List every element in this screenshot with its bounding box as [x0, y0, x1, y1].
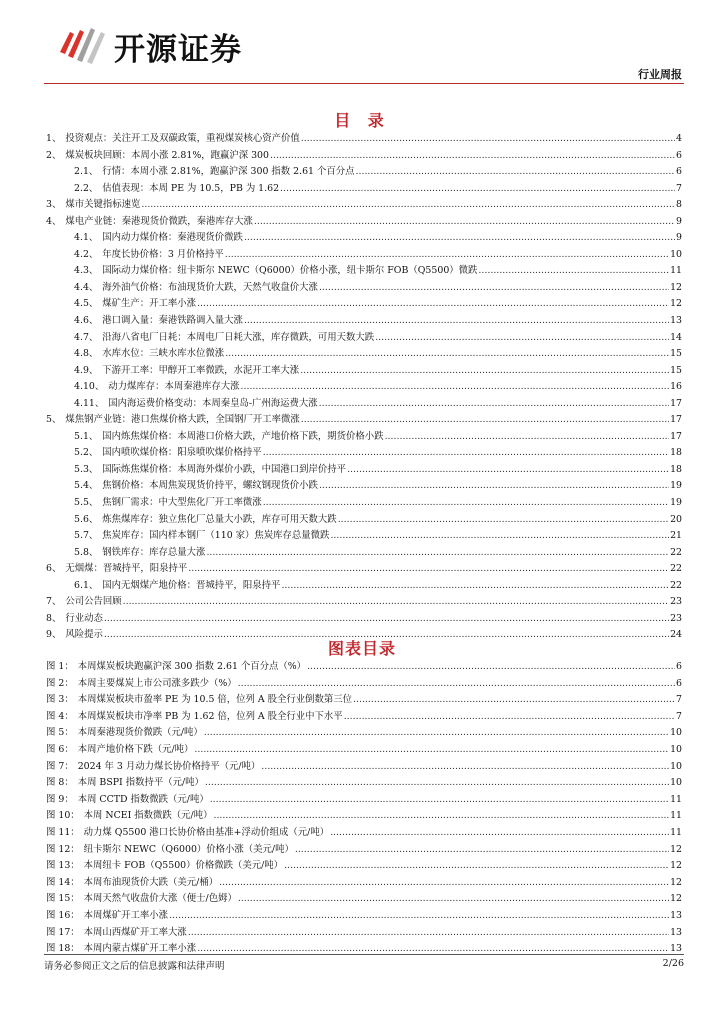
legal-disclaimer: 请务必参阅正文之后的信息披露和法律声明 — [44, 961, 225, 972]
figure-entry-number: 图 6： — [46, 743, 74, 755]
figure-entry-title: 本周产地价格下跌（元/吨） — [77, 743, 194, 755]
page-header — [0, 0, 724, 92]
toc-entry[interactable] — [46, 147, 682, 164]
toc-entry-number: 5.2、 — [74, 447, 99, 459]
figure-entry-number: 图 2： — [46, 677, 74, 689]
dot-leader — [194, 744, 669, 755]
toc-entry[interactable] — [46, 544, 682, 561]
toc-entry[interactable] — [46, 246, 682, 263]
toc-entry-page: 17 — [670, 430, 682, 442]
dot-leader — [307, 661, 675, 672]
toc-entry-page: 22 — [670, 563, 682, 575]
toc-entry-page: 13 — [670, 315, 682, 327]
figure-entry[interactable] — [46, 924, 682, 941]
figure-entry[interactable] — [46, 741, 682, 758]
dot-leader — [238, 893, 669, 904]
figure-entry-title: 本周纽卡 FOB（Q5500）价格微跌（美元/吨） — [83, 860, 284, 872]
toc-entry-number: 5.1、 — [74, 430, 99, 442]
dot-leader — [281, 580, 669, 591]
toc-entry-title: 国内无烟煤产地价格：晋城持平，阳泉持平 — [102, 579, 281, 591]
toc-entry[interactable] — [46, 362, 682, 379]
dot-leader — [169, 910, 669, 921]
toc-entry[interactable] — [46, 577, 682, 594]
toc-entry-number: 4.3、 — [74, 265, 99, 277]
toc-entry[interactable] — [46, 444, 682, 461]
dot-leader — [319, 282, 669, 293]
toc-entry[interactable] — [46, 262, 682, 279]
figure-entry[interactable] — [46, 824, 682, 841]
figure-entry-number: 图 17： — [46, 926, 80, 938]
dot-leader — [319, 398, 669, 409]
toc-entry-number: 4.7、 — [74, 331, 99, 343]
figure-entry[interactable] — [46, 807, 682, 824]
toc-entry-title: 煤市关键指标速览 — [65, 199, 141, 211]
toc-entry[interactable] — [46, 511, 682, 528]
footer-divider — [44, 954, 684, 955]
figure-entry[interactable] — [46, 857, 682, 874]
dot-leader — [244, 315, 669, 326]
figure-entry-page: 13 — [670, 926, 682, 938]
figure-entry[interactable] — [46, 841, 682, 858]
toc-entry-number: 1、 — [46, 133, 62, 144]
dot-leader — [301, 133, 675, 144]
figure-entry-number: 图 14： — [46, 876, 80, 888]
toc-entry-title: 投资观点：关注开工及双碳政策，重视煤炭核心资产价值 — [65, 133, 300, 144]
toc-entry-number: 5.6、 — [74, 513, 99, 525]
figure-entry-page: 10 — [670, 760, 682, 772]
dot-leader — [319, 480, 669, 491]
figure-entry-number: 图 5： — [46, 727, 74, 739]
figure-entry-title: 本周山西煤矿开工率大涨 — [83, 926, 187, 938]
toc-entry[interactable] — [46, 428, 682, 445]
toc-entry[interactable] — [46, 610, 682, 627]
toc-entry-title: 国际炼焦煤价格：本周海外煤价小跌，中国港口到岸价持平 — [102, 463, 347, 475]
toc-entry-title: 动力煤库存：本周秦港库存大涨 — [108, 381, 240, 393]
figure-entry-number: 图 8： — [46, 777, 74, 789]
toc-entry[interactable] — [46, 527, 682, 544]
toc-entry-title: 国内喷吹煤价格：阳泉喷吹煤价格持平 — [102, 447, 262, 459]
toc-entry[interactable] — [46, 593, 682, 610]
figure-entry-number: 图 16： — [46, 909, 80, 921]
toc-entry[interactable] — [46, 395, 682, 412]
dot-leader — [270, 150, 675, 161]
figure-entry[interactable] — [46, 890, 682, 907]
toc-entry-number: 3、 — [46, 199, 62, 211]
dot-leader — [261, 761, 669, 772]
figure-entry-title: 本周煤炭板块跑赢沪深 300 指数 2.61 个百分点（%） — [77, 661, 307, 672]
toc-entry-page: 19 — [670, 497, 682, 509]
toc-entry[interactable] — [46, 411, 682, 428]
dot-leader — [225, 249, 669, 260]
toc-entry-number: 5.8、 — [74, 546, 99, 558]
toc-entry-page: 11 — [670, 265, 682, 277]
dot-leader — [338, 514, 669, 525]
toc-entry-title: 焦钢厂需求：中大型焦化厂开工率微涨 — [102, 497, 262, 509]
figure-entry-number: 图 1： — [46, 661, 74, 672]
dot-leader — [375, 332, 669, 343]
logo-mark-icon — [56, 22, 108, 66]
dot-leader — [204, 727, 669, 738]
toc-entry-page: 17 — [670, 414, 682, 426]
dot-leader — [188, 563, 669, 574]
toc-entry[interactable] — [46, 312, 682, 329]
dot-leader — [330, 827, 669, 838]
dot-leader — [344, 711, 675, 722]
toc-entry-title: 国内动力煤价格：秦港现货价微跌 — [102, 232, 243, 244]
figure-entry-number: 图 18： — [46, 943, 80, 955]
toc-entry-page: 14 — [670, 331, 682, 343]
figure-entry-title: 本周内蒙古煤矿开工率小涨 — [83, 943, 197, 955]
toc-entry-title: 风险提示 — [65, 629, 103, 641]
dot-leader — [353, 694, 675, 705]
figure-entry[interactable] — [46, 675, 682, 692]
dot-leader — [347, 464, 669, 475]
dot-leader — [238, 678, 675, 689]
dot-leader — [295, 844, 669, 855]
toc-entry-title: 年度长协价格：3 月价格持平 — [102, 248, 224, 260]
figure-entry-title: 本周煤矿开工率小涨 — [83, 909, 169, 921]
toc-entry-page: 18 — [670, 463, 682, 475]
toc-entry-title: 焦钢价格：本周焦炭现货价持平，螺纹钢现货价小跌 — [102, 480, 318, 492]
toc-entry-number: 5.7、 — [74, 530, 99, 542]
figure-entry-title: 动力煤 Q5500 港口长协价格由基准+浮动价组成（元/吨） — [83, 826, 330, 838]
toc-heading: 目 录 — [334, 111, 390, 130]
dot-leader — [225, 348, 669, 359]
toc-entry-number: 4、 — [46, 215, 62, 227]
toc-entry-title: 炼焦煤库存：独立焦化厂总量大小跌，库存可用天数大跌 — [102, 513, 337, 525]
toc-entry-title: 沿海八省电厂日耗：本周电厂日耗大涨，库存微跌，可用天数大跌 — [102, 331, 375, 343]
figure-entry-title: 本周 NCEI 指数微跌（元/吨） — [83, 810, 213, 822]
dot-leader — [244, 232, 675, 243]
toc-entry-number: 4.11、 — [74, 397, 105, 409]
toc-entry-number: 4.4、 — [74, 281, 99, 293]
toc-entry[interactable] — [46, 461, 682, 478]
dot-leader — [241, 381, 670, 392]
toc-entry-page: 23 — [670, 612, 682, 624]
dot-leader — [206, 547, 669, 558]
dot-leader — [263, 497, 669, 508]
toc-entry[interactable] — [46, 180, 682, 197]
toc-entry-number: 2、 — [46, 149, 62, 161]
toc-entry-page: 16 — [670, 381, 682, 393]
toc-entry-number: 4.6、 — [74, 315, 99, 327]
figure-entry-number: 图 3： — [46, 694, 74, 706]
dot-leader — [254, 216, 675, 227]
dot-leader — [210, 794, 669, 805]
toc-entry-number: 4.2、 — [74, 248, 99, 260]
toc-entry-title: 国际动力煤价格：纽卡斯尔 NEWC（Q6000）价格小涨，纽卡斯尔 FOB（Q5500）微跌 — [102, 265, 478, 277]
figure-entry[interactable] — [46, 791, 682, 808]
toc-entry[interactable] — [46, 229, 682, 246]
figure-entry[interactable] — [46, 874, 682, 891]
dot-leader — [478, 265, 669, 276]
figure-entry-page: 7 — [676, 694, 682, 706]
toc-entry[interactable] — [46, 560, 682, 577]
figure-entry-number: 图 11： — [46, 826, 80, 838]
toc-entry-number: 4.9、 — [74, 364, 99, 376]
figure-entry-page: 12 — [670, 860, 682, 872]
dot-leader — [330, 530, 669, 541]
dot-leader — [213, 810, 669, 821]
toc-entry-page: 7 — [676, 182, 682, 194]
toc-entry-page: 20 — [670, 513, 682, 525]
figure-entry-title: 本周天然气收盘价大涨（便士/色姆） — [83, 893, 237, 905]
toc-entry-page: 24 — [670, 629, 682, 641]
toc-entry-number: 5.5、 — [74, 497, 99, 509]
figure-entry-title: 本周 BSPI 指数持平（元/吨） — [77, 777, 204, 789]
figure-entry-page: 10 — [670, 727, 682, 739]
toc-entry[interactable] — [46, 477, 682, 494]
toc-entry-number: 9、 — [46, 629, 62, 641]
figure-entry-page: 13 — [670, 909, 682, 921]
dot-leader — [104, 613, 669, 624]
figure-entry[interactable] — [46, 724, 682, 741]
dot-leader — [219, 877, 669, 888]
page-number: 2/26 — [662, 958, 684, 969]
toc-entry-title: 钢铁库存：库存总量大涨 — [102, 546, 206, 558]
figure-entry[interactable] — [46, 691, 682, 708]
toc-entry-number: 4.5、 — [74, 298, 99, 310]
company-logo — [56, 22, 286, 66]
toc-entry-number: 7、 — [46, 596, 62, 608]
toc-entry[interactable] — [46, 196, 682, 213]
figure-entry-page: 7 — [676, 710, 682, 722]
toc-entry-title: 公司公告回顾 — [65, 596, 122, 608]
toc-entry-title: 无烟煤：晋城持平，阳泉持平 — [65, 563, 188, 575]
logo-text: 开源证券 — [114, 32, 242, 68]
toc-entry-title: 煤炭板块回顾：本周小涨 2.81%，跑赢沪深 300 — [65, 149, 269, 161]
table-of-contents — [46, 130, 682, 643]
figure-entry-number: 图 9： — [46, 793, 74, 805]
toc-entry-page: 15 — [670, 364, 682, 376]
figure-entry-title: 本周布油现货价大跌（美元/桶） — [83, 876, 219, 888]
toc-entry-title: 煤矿生产：开工率小涨 — [102, 298, 197, 310]
dot-leader — [280, 183, 675, 194]
figure-entry-number: 图 13： — [46, 860, 80, 872]
toc-entry-title: 海外油气价格：布油现货价大跌，天然气收盘价大涨 — [102, 281, 318, 293]
figure-entry[interactable] — [46, 774, 682, 791]
toc-entry-title: 行情：本周小涨 2.81%，跑赢沪深 300 指数 2.61 个百分点 — [102, 166, 355, 178]
dot-leader — [141, 199, 675, 210]
dot-leader — [263, 447, 669, 458]
toc-entry-page: 22 — [670, 546, 682, 558]
toc-entry-title: 估值表现：本周 PE 为 10.5，PB 为 1.62 — [102, 182, 280, 194]
figure-entry-title: 2024 年 3 月动力煤长协价格持平（元/吨） — [77, 760, 261, 772]
figure-entry-title: 本周 CCTD 指数微跌（元/吨） — [77, 793, 209, 805]
toc-entry-page: 6 — [676, 149, 682, 161]
toc-entry-page: 10 — [670, 248, 682, 260]
dot-leader — [197, 298, 669, 309]
toc-entry-title: 行业动态 — [65, 612, 103, 624]
page-footer — [44, 958, 684, 978]
figure-entry-number: 图 10： — [46, 810, 80, 822]
figure-entry-title: 本周秦港现货价微跌（元/吨） — [77, 727, 203, 739]
toc-entry-page: 8 — [676, 199, 682, 211]
toc-entry-number: 2.2、 — [74, 182, 99, 194]
figure-entry[interactable] — [46, 658, 682, 675]
toc-entry-number: 5.4、 — [74, 480, 99, 492]
figure-entry[interactable] — [46, 758, 682, 775]
figure-entry-page: 12 — [670, 843, 682, 855]
toc-entry-title: 国内炼焦煤价格：本周港口价格大跌，产地价格下跌，期货价格小跌 — [102, 430, 384, 442]
toc-entry-title: 焦炭库存：国内样本钢厂（110 家）焦炭库存总量微跌 — [102, 530, 330, 542]
toc-entry-page: 17 — [670, 397, 682, 409]
toc-entry[interactable] — [46, 213, 682, 230]
toc-entry-page: 6 — [676, 166, 682, 178]
toc-entry[interactable] — [46, 130, 682, 147]
toc-entry-number: 8、 — [46, 612, 62, 624]
toc-entry-page: 15 — [670, 348, 682, 360]
toc-entry-number: 4.10、 — [74, 381, 105, 393]
toc-entry-page: 4 — [676, 133, 682, 144]
toc-entry-page: 9 — [676, 232, 682, 244]
figure-list-heading: 图表目录 — [327, 639, 396, 658]
header-divider — [44, 83, 684, 84]
figure-entry-page: 11 — [670, 793, 682, 805]
toc-entry[interactable] — [46, 378, 682, 395]
figure-entry[interactable] — [46, 708, 682, 725]
toc-entry-number: 5、 — [46, 414, 62, 426]
figure-entry-page: 6 — [676, 677, 682, 689]
figure-entry-page: 13 — [670, 943, 682, 955]
toc-entry-title: 国内海运费价格变动：本周秦皇岛-广州海运费大涨 — [108, 397, 318, 409]
toc-entry-number: 2.1、 — [74, 166, 99, 178]
dot-leader — [356, 166, 676, 177]
toc-entry[interactable] — [46, 295, 682, 312]
figure-entry-title: 本周主要煤炭上市公司涨多跌少（%） — [77, 677, 237, 689]
toc-entry-number: 4.1、 — [74, 232, 99, 244]
toc-entry-page: 21 — [670, 530, 682, 542]
figure-entry-page: 10 — [670, 743, 682, 755]
figure-entry-title: 本周煤炭板块市盈率 PE 为 10.5 倍，位列 A 股全行业倒数第三位 — [77, 694, 353, 706]
toc-entry[interactable] — [46, 345, 682, 362]
figure-entry-number: 图 15： — [46, 893, 80, 905]
toc-entry[interactable] — [46, 329, 682, 346]
toc-entry-number: 4.8、 — [74, 348, 99, 360]
toc-entry-page: 23 — [670, 596, 682, 608]
figure-list — [46, 658, 682, 957]
dot-leader — [188, 927, 669, 938]
dot-leader — [284, 860, 669, 871]
toc-entry-page: 12 — [670, 281, 682, 293]
figure-entry-number: 图 4： — [46, 710, 74, 722]
toc-entry-page: 19 — [670, 480, 682, 492]
figure-entry-page: 6 — [676, 661, 682, 672]
toc-entry-number: 6.1、 — [74, 579, 99, 591]
dot-leader — [300, 365, 669, 376]
toc-entry-page: 12 — [670, 298, 682, 310]
toc-entry-title: 下游开工率：甲醇开工率微跌，水泥开工率大涨 — [102, 364, 300, 376]
dot-leader — [123, 596, 669, 607]
toc-entry-title: 煤焦钢产业链：港口焦煤价格大跌，全国钢厂开工率微涨 — [65, 414, 300, 426]
toc-entry[interactable] — [46, 279, 682, 296]
figure-entry-page: 10 — [670, 777, 682, 789]
dot-leader — [301, 414, 669, 425]
figure-entry-page: 11 — [670, 810, 682, 822]
toc-entry-title: 港口调入量：秦港铁路调入量大涨 — [102, 315, 243, 327]
figure-entry[interactable] — [46, 907, 682, 924]
dot-leader — [205, 777, 669, 788]
figure-entry-title: 纽卡斯尔 NEWC（Q6000）价格小涨（美元/吨） — [83, 843, 294, 855]
toc-entry-number: 5.3、 — [74, 463, 99, 475]
figure-entry-number: 图 12： — [46, 843, 80, 855]
toc-entry-title: 煤电产业链：秦港现货价微跌，秦港库存大涨 — [65, 215, 253, 227]
figure-entry-number: 图 7： — [46, 760, 74, 772]
dot-leader — [385, 431, 670, 442]
toc-entry[interactable] — [46, 163, 682, 180]
toc-entry-page: 9 — [676, 215, 682, 227]
figure-entry-page: 12 — [670, 893, 682, 905]
toc-entry-page: 18 — [670, 447, 682, 459]
toc-entry-number: 6、 — [46, 563, 62, 575]
toc-entry[interactable] — [46, 494, 682, 511]
toc-entry-title: 水库水位：三峡水库水位微涨 — [102, 348, 225, 360]
figure-entry-title: 本周煤炭板块市净率 PB 为 1.62 倍，位列 A 股全行业中下水平 — [77, 710, 343, 722]
toc-entry-page: 22 — [670, 579, 682, 591]
report-type-label: 行业周报 — [638, 68, 682, 81]
dot-leader — [197, 943, 669, 954]
figure-entry-page: 12 — [670, 876, 682, 888]
figure-entry-page: 11 — [670, 826, 682, 838]
